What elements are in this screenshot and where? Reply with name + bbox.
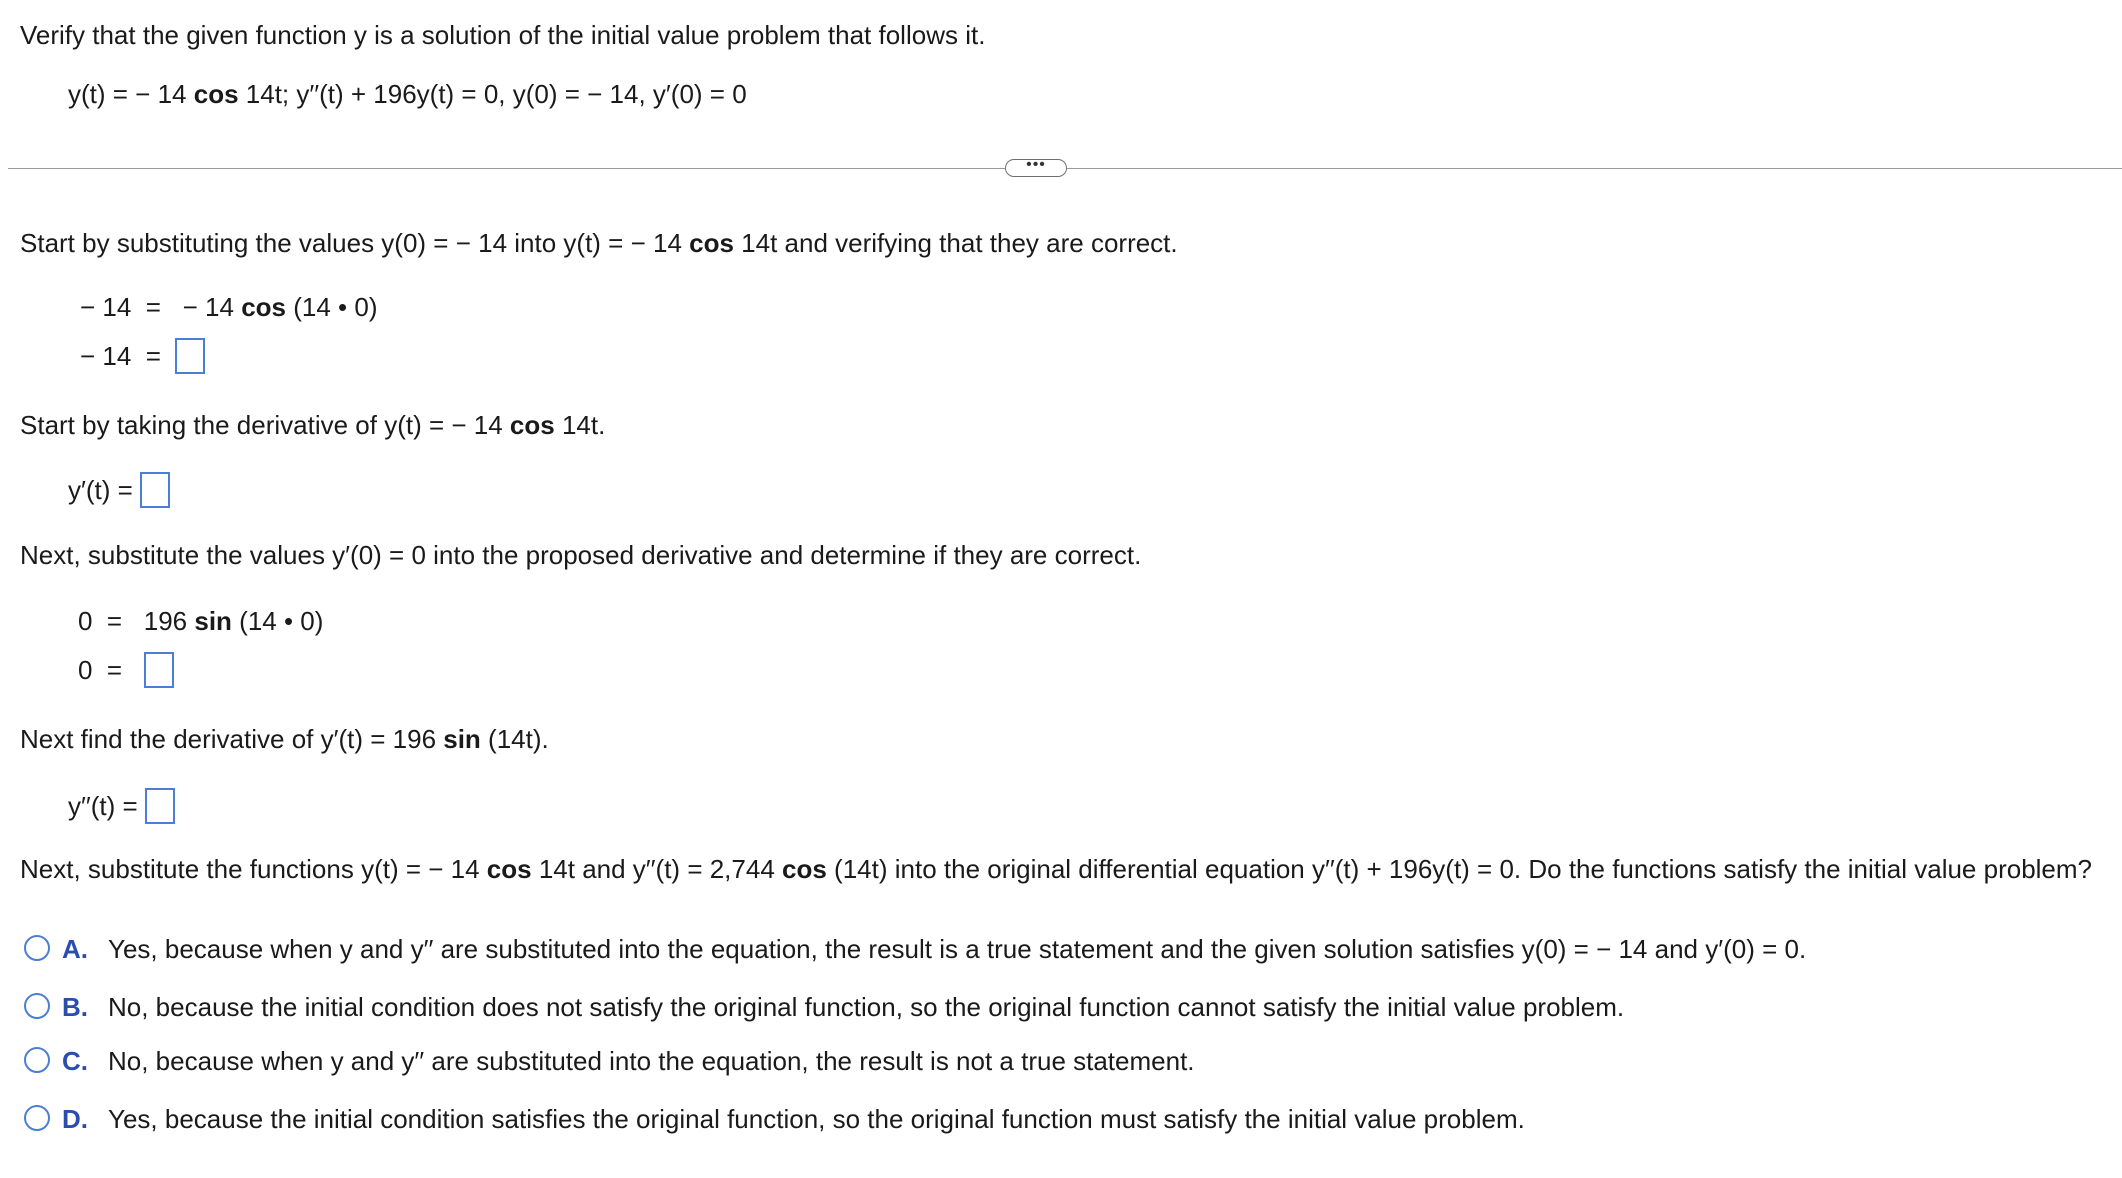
step3-line2-lhs: 0 = xyxy=(78,654,123,685)
step4-sin: sin xyxy=(443,724,481,754)
step5-question xyxy=(20,856,2092,882)
step1-text-a: Start by substituting the values y(0) = − 14 into y(t) = − 14 xyxy=(20,228,690,258)
step2-instruction xyxy=(20,412,605,438)
step3-line1-rhs-a: 196 xyxy=(143,606,195,636)
option-b-radio[interactable] xyxy=(24,993,50,1019)
problem-part2: 14t; y′′(t) + 196y(t) = 0, y(0) = − 14, y′(0) = 0 xyxy=(238,79,747,109)
step4-text-b: (14t). xyxy=(480,724,549,754)
step2-text-a: Start by taking the derivative of y(t) = − 14 xyxy=(20,410,510,440)
step1-cos: cos xyxy=(689,228,734,258)
step1-line1-rhs-b: (14 • 0) xyxy=(286,292,378,322)
step3-line1 xyxy=(78,608,323,634)
option-d-letter: D. xyxy=(62,1104,88,1134)
step3-line1-lhs: 0 = xyxy=(78,606,123,636)
problem-statement xyxy=(68,81,747,107)
step1-instruction xyxy=(20,230,1178,256)
step2-cos: cos xyxy=(509,410,555,440)
step3-line1-sin: sin xyxy=(194,606,232,636)
option-a-radio[interactable] xyxy=(24,935,50,961)
option-c-text[interactable]: No, because when y and y′′ are substituted into the equation, the result is not a true statement. xyxy=(108,1046,1195,1076)
step1-line1-rhs-a: − 14 xyxy=(182,292,242,322)
option-d-radio[interactable] xyxy=(24,1105,50,1131)
option-b-text[interactable]: No, because the initial condition does not satisfy the original function, so the original function cannot satisfy the initial value problem. xyxy=(108,992,1625,1022)
step1-answer-box[interactable] xyxy=(175,338,205,374)
more-options-button[interactable]: ••• xyxy=(1005,159,1067,177)
step1-line2-lhs: − 14 = xyxy=(80,340,161,371)
step2-answer-box[interactable] xyxy=(140,472,170,508)
step3-instruction: Next, substitute the values y′(0) = 0 into the proposed derivative and determine if they are correct. xyxy=(20,540,1142,570)
option-c-letter: C. xyxy=(62,1046,88,1076)
problem-cos: cos xyxy=(193,79,239,109)
step2-text-b: 14t. xyxy=(554,410,606,440)
step3-line1-rhs-b: (14 • 0) xyxy=(231,606,324,636)
step4-answer-row xyxy=(68,790,175,826)
option-c-radio[interactable] xyxy=(24,1047,50,1073)
step1-line1-cos: cos xyxy=(241,292,287,322)
step5-text-c: (14t) into the original differential equation y′′(t) + 196y(t) = 0. Do the functions satisfy the initial value problem? xyxy=(826,854,2093,884)
option-a-letter: A. xyxy=(62,934,88,964)
step2-answer-row xyxy=(68,474,170,510)
option-d-text[interactable]: Yes, because the initial condition satisfies the original function, so the original function must satisfy the initial value problem. xyxy=(108,1104,1525,1134)
step2-answer-label: y′(t) = xyxy=(68,474,133,505)
step4-answer-label: y′′(t) = xyxy=(68,790,138,821)
step5-cos2: cos xyxy=(782,854,827,884)
step5-text-a: Next, substitute the functions y(t) = − 14 xyxy=(20,854,487,884)
step1-line2 xyxy=(80,340,205,376)
step4-text-a: Next find the derivative of y′(t) = 196 xyxy=(20,724,444,754)
instruction-text: Verify that the given function y is a solution of the initial value problem that follows it. xyxy=(20,20,986,50)
step3-answer-box[interactable] xyxy=(144,652,174,688)
step1-text-b: 14t and verifying that they are correct. xyxy=(733,228,1178,258)
step5-cos1: cos xyxy=(486,854,532,884)
step5-text-b: 14t and y′′(t) = 2,744 xyxy=(531,854,783,884)
step4-instruction xyxy=(20,726,549,752)
step3-line2 xyxy=(78,654,174,690)
step4-answer-box[interactable] xyxy=(145,788,175,824)
option-a-text[interactable]: Yes, because when y and y′′ are substituted into the equation, the result is a true statement and the given solution satisfies y(0) = − 14 and y′(0) = 0. xyxy=(108,934,1807,964)
step1-line1 xyxy=(80,294,378,320)
option-b-letter: B. xyxy=(62,992,88,1022)
step1-line1-lhs: − 14 = xyxy=(80,292,161,322)
problem-part1: y(t) = − 14 xyxy=(68,79,194,109)
